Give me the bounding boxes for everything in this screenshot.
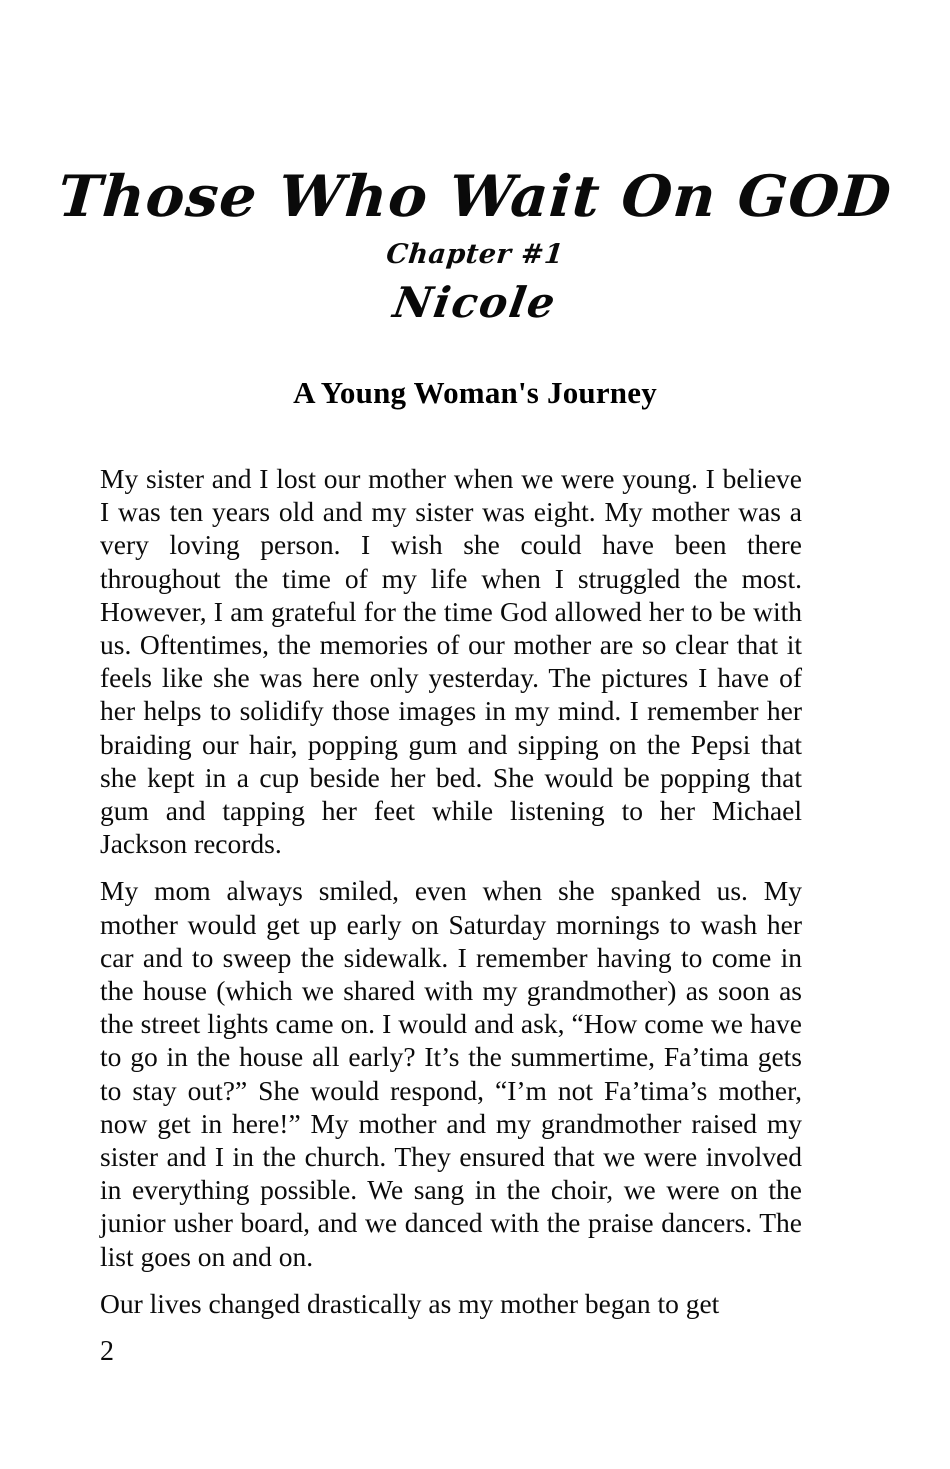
body-paragraph: My sister and I lost our mother when we were young. I believe I was ten years old and my sister was eight. My mother was a very loving person. I wish she could have been there throughout the time of my life when I struggled the most. However, I am grateful for the time God allowed her to be with us. Oftentimes, the memories of our mother are so clear that it feels like she was here only yesterday. The pictures I have of her helps to solidify those images in my mind. I remember her braiding our hair, popping gum and sipping on the Pepsi that she kept in a cup beside her bed. She would be popping that gum and tapping her feet while listening to her Michael Jackson records. xyxy=(100,463,802,860)
body-paragraph: My mom always smiled, even when she spanked us. My mother would get up early on Saturday mornings to wash her car and to sweep the sidewalk. I remember having to come in the house (which we shared with my grandmother) as soon as the street lights came on. I would and ask, “How come we have to go in the house all early? It’s the summertime, Fa’tima gets to stay out?” She would respond, “I’m not Fa’tima’s mother, now get in here!” My mother and my grandmother raised my sister and I in the church. They ensured that we were involved in everything possible. We sang in the choir, we were on the junior usher board, and we danced with the praise dancers. The list goes on and on. xyxy=(100,875,802,1272)
body-paragraph: Our lives changed drastically as my mother began to get xyxy=(100,1287,720,1319)
section-heading: A Young Woman's Journey xyxy=(293,375,657,410)
body-text-column xyxy=(100,462,802,1320)
book-title: Those Who Wait On GOD xyxy=(55,163,895,230)
page-number: 2 xyxy=(100,1336,114,1367)
chapter-name: Nicole xyxy=(389,278,561,327)
title-block xyxy=(0,163,950,327)
chapter-label: Chapter #1 xyxy=(384,239,566,270)
